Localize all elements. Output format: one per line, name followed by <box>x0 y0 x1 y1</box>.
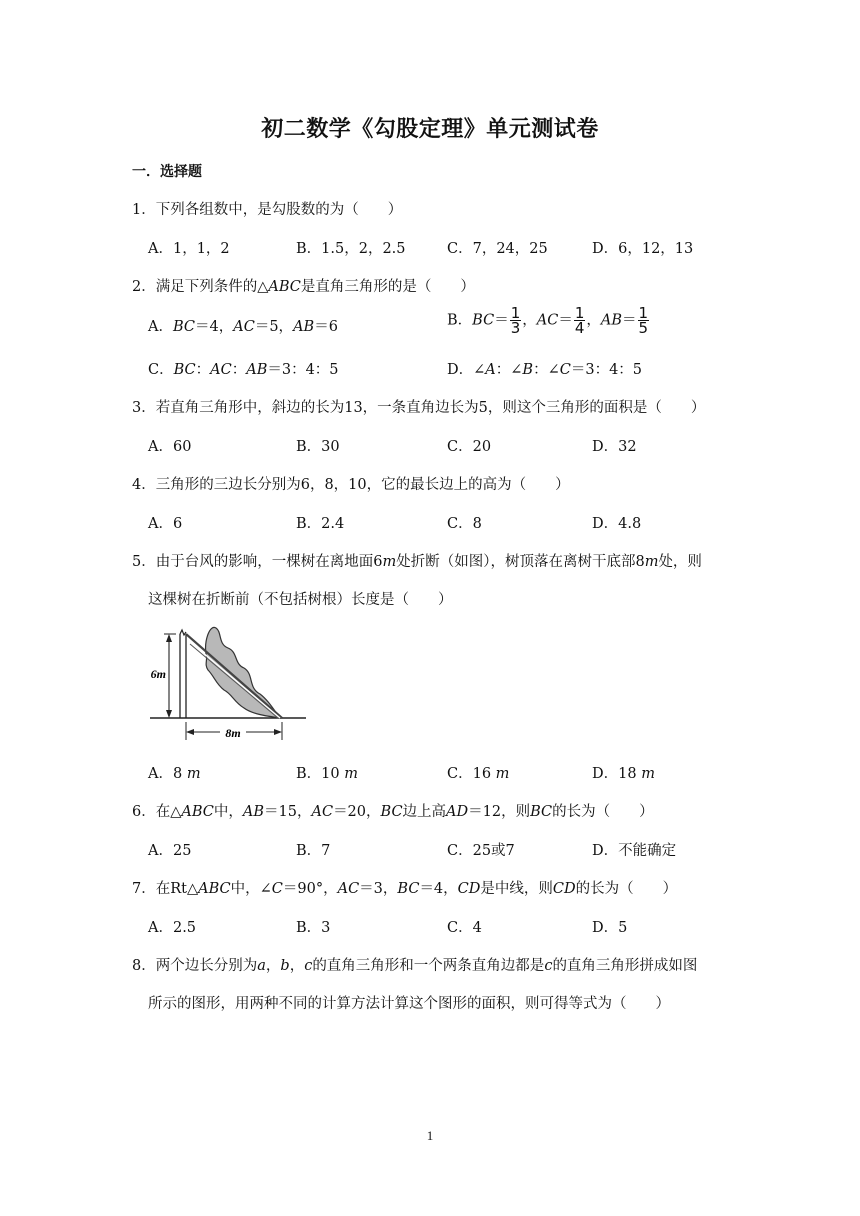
question-6-option-b: B．7 <box>296 843 331 859</box>
question-8-stem-line2: 所示的图形，用两种不同的计算方法计算这个图形的面积，则可得等式为（ ） <box>148 996 670 1012</box>
question-4-option-a: A．6 <box>148 516 183 532</box>
question-2-option-d: D．∠A：∠B：∠C＝3：4：5 <box>447 362 643 378</box>
question-1-option-c: C．7，24，25 <box>447 241 548 257</box>
question-4-option-d: D．4.8 <box>592 516 642 532</box>
question-5-stem-line2: 这棵树在折断前（不包括树根）长度是（ ） <box>148 592 453 608</box>
question-2-option-b: B．BC＝ $\frac{1}{3}$ ，AC＝ $\frac{1}{4}$ ，AB＝ $\frac{1}{5}$ <box>447 304 649 337</box>
question-7-option-d: D．5 <box>592 920 628 936</box>
question-7-option-c: C．4 <box>447 920 482 936</box>
question-8-stem-line1: 8．两个边长分别为a，b，c的直角三角形和一个两条直角边都是c的直角三角形拼成如图 <box>132 958 698 974</box>
question-1-option-d: D．6，12，13 <box>592 241 694 257</box>
question-3-option-a: A．60 <box>148 439 192 455</box>
question-1-option-a: A．1，1，2 <box>148 241 230 257</box>
question-7-option-b: B．3 <box>296 920 331 936</box>
question-2-stem: 2．满足下列条件的△ABC是直角三角形的是（ ） <box>132 279 475 295</box>
question-4-stem: 4．三角形的三边长分别为6，8，10，它的最长边上的高为（ ） <box>132 477 570 493</box>
page-title: 初二数学《勾股定理》单元测试卷 <box>261 116 599 142</box>
base-label: 8m <box>225 726 241 740</box>
question-1-option-b: B．1.5，2，2.5 <box>296 241 406 257</box>
question-7-option-a: A．2.5 <box>148 920 197 936</box>
question-5-option-b: B．10 m <box>296 766 358 782</box>
section-heading: 一．选择题 <box>132 164 202 180</box>
question-5-option-c: C．16 m <box>447 766 510 782</box>
broken-tree-figure <box>148 618 308 750</box>
question-7-stem: 7．在Rt△ABC中，∠C＝90°，AC＝3，BC＝4，CD是中线，则CD的长为（ ） <box>132 881 678 897</box>
fraction-one-fourth: $\frac{1}{4}$ <box>574 304 585 337</box>
question-4-option-c: C．8 <box>447 516 482 532</box>
page-number: 1 <box>426 1128 434 1143</box>
question-6-stem: 6．在△ABC中，AB＝15，AC＝20，BC边上高AD＝12，则BC的长为（ ） <box>132 804 654 820</box>
fraction-one-fifth: $\frac{1}{5}$ <box>638 304 649 337</box>
question-6-option-d: D．不能确定 <box>592 843 677 859</box>
question-6-option-a: A．25 <box>148 843 192 859</box>
question-4-option-b: B．2.4 <box>296 516 345 532</box>
fraction-one-third: $\frac{1}{3}$ <box>510 304 521 337</box>
question-2-option-a: A．BC＝4，AC＝5，AB＝6 <box>148 319 338 335</box>
question-6-option-c: C．25或7 <box>447 843 515 859</box>
question-5-stem-line1: 5．由于台风的影响，一棵树在离地面6m处折断（如图），树顶落在离树干底部8m处，则 <box>132 554 702 570</box>
height-label: 6m <box>150 667 166 681</box>
question-3-option-b: B．30 <box>296 439 340 455</box>
question-3-option-d: D．32 <box>592 439 637 455</box>
question-5-option-a: A．8 m <box>148 766 201 782</box>
question-3-option-c: C．20 <box>447 439 492 455</box>
question-3-stem: 3．若直角三角形中，斜边的长为13，一条直角边长为5，则这个三角形的面积是（ ） <box>132 400 706 416</box>
question-2-option-c: C．BC：AC：AB＝3：4：5 <box>148 362 339 378</box>
question-1-stem: 1．下列各组数中，是勾股数的为（ ） <box>132 202 403 218</box>
question-5-option-d: D．18 m <box>592 766 655 782</box>
